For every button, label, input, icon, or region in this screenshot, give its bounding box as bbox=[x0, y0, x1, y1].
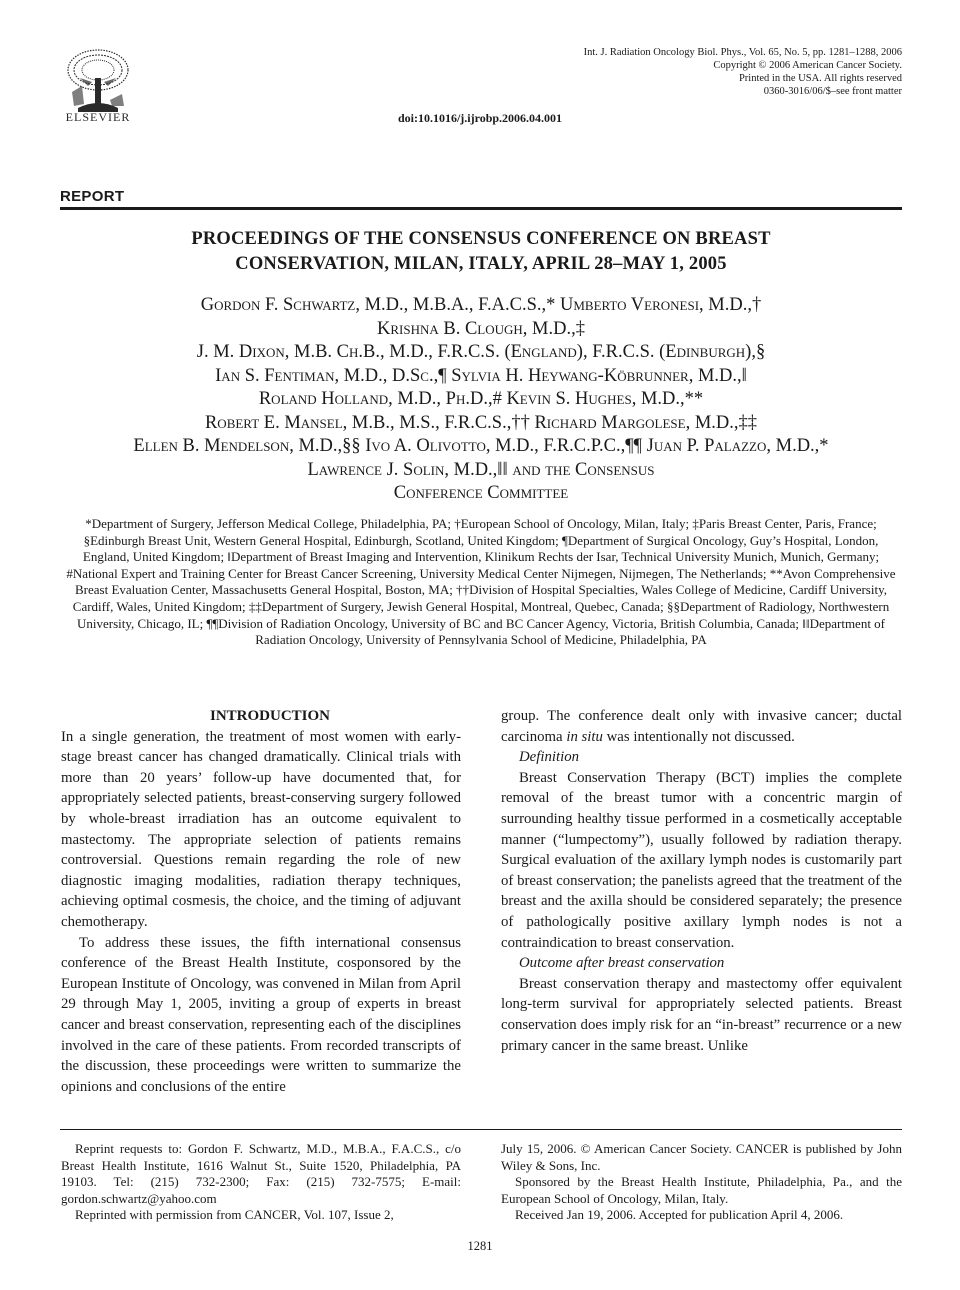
issn-line: 0360-3016/06/$–see front matter bbox=[763, 86, 902, 97]
journal-info bbox=[584, 46, 902, 98]
body-column-left bbox=[61, 706, 461, 1097]
introduction-heading: INTRODUCTION bbox=[209, 708, 330, 724]
section-label: REPORT bbox=[60, 188, 125, 205]
reprinted-note-continuation: July 15, 2006. © American Cancer Society. CANCER is published by John Wiley & Sons, Inc. bbox=[501, 1141, 902, 1173]
intro-continuation-text: group. The conference dealt only with invasive cancer; ductal carcinoma bbox=[501, 708, 902, 745]
author-list bbox=[60, 294, 902, 506]
title-line-2: CONSERVATION, MILAN, ITALY, APRIL 28–MAY 1, 2005 bbox=[235, 254, 727, 274]
body-column-right bbox=[501, 706, 902, 1056]
footnote-rule bbox=[60, 1129, 902, 1130]
author-line: Robert E. Mansel, M.B., M.S., F.R.C.S.,†† Richard Margolese, M.D.,‡‡ bbox=[204, 412, 758, 433]
outcome-heading: Outcome after breast conservation bbox=[519, 955, 725, 972]
copyright-line: Copyright © 2006 American Cancer Society. bbox=[713, 60, 902, 71]
reprinted-note: Reprinted with permission from CANCER, Vol. 107, Issue 2, bbox=[75, 1207, 394, 1222]
sponsored-note: Sponsored by the Breast Health Institute, Philadelphia, Pa., and the European School of Oncology, Milan, Italy. bbox=[501, 1174, 902, 1206]
definition-paragraph: Breast Conservation Therapy (BCT) implies the complete removal of the breast tumor with a concentric margin of surrounding healthy tissue performed in a cosmetically acceptable manner (“lumpectomy”), usually followed by radiation therapy. Surgical evaluation of the axillary lymph nodes is customarily part of breast conservation; the panelists agreed that the treatment of the breast and the axilla should be considered separately; the presence of pathologically positive axillary lymph nodes is not a contraindication to breast conservation. bbox=[501, 769, 902, 951]
intro-continuation-end: was intentionally not discussed. bbox=[602, 728, 795, 745]
doi-link[interactable]: doi:10.1016/j.ijrobp.2006.04.001 bbox=[397, 111, 563, 125]
article-title bbox=[60, 227, 902, 277]
page-number: 1281 bbox=[467, 1239, 493, 1253]
printed-line: Printed in the USA. All rights reserved bbox=[738, 73, 902, 84]
author-line: Ian S. Fentiman, M.D., D.Sc.,¶ Sylvia H. Heywang-Köbrunner, M.D.,‖ bbox=[215, 365, 747, 386]
elsevier-logo-text: ELSEVIER bbox=[65, 110, 131, 124]
reprint-requests: Reprint requests to: Gordon F. Schwartz, M.D., M.B.A., F.A.C.S., c/o Breast Health Institute, 1616 Walnut St., Suite 1520, Philadelphia, PA 19103. Tel: (215) 732-2300; Fax: (215) 732-7575; E-mail: gordon.schwartz@yahoo.com bbox=[61, 1141, 461, 1206]
author-line: Conference Committee bbox=[393, 483, 569, 503]
author-line: Ellen B. Mendelson, M.D.,§§ Ivo A. Olivotto, M.D., F.R.C.P.C.,¶¶ Juan P. Palazzo, M.D.,* bbox=[133, 436, 829, 456]
received-note: Received Jan 19, 2006. Accepted for publication April 4, 2006. bbox=[515, 1207, 844, 1222]
author-line: Lawrence J. Solin, M.D.,‖‖ and the Consensus bbox=[307, 459, 655, 480]
outcome-paragraph: Breast conservation therapy and mastectomy offer equivalent long-term survival for appropriately selected patients. Breast conservation does imply risk for an “in-breast” recurrence or a new primary cancer in the same breast. Unlike bbox=[501, 975, 902, 1054]
intro-paragraph-2: To address these issues, the fifth international consensus conference of the Breast Health Institute, cosponsored by the European Institute of Oncology, was convened in Milan from April 29 through May 1, 2005, inviting a group of experts in breast cancer and breast conservation, representing each of the disciplines involved in the care of these patients. From recorded transcripts of the discussion, these proceedings were written to summarize the opinions and conclusions of the entire bbox=[61, 934, 461, 1095]
in-situ-term: in situ bbox=[566, 728, 603, 745]
intro-paragraph-1: In a single generation, the treatment of most women with early-stage breast cancer has changed dramatically. Clinical trials with more than 20 years’ follow-up have documented that, for appropriately selected patients, breast-conserving surgery followed by whole-breast irradiation has an outcome equivalent to mastectomy. The appropriate selection of patients remains controversial. Questions remain regarding the role of new diagnostic imaging modalities, radiation therapy techniques, achieving optimal cosmesis, the choice, and the timing of adjuvant chemotherapy. bbox=[61, 728, 461, 930]
footnotes-left bbox=[61, 1141, 461, 1224]
author-line: Roland Holland, M.D., Ph.D.,# Kevin S. Hughes, M.D.,** bbox=[258, 389, 704, 409]
definition-heading: Definition bbox=[519, 749, 580, 766]
footnotes-right bbox=[501, 1141, 902, 1224]
author-line: J. M. Dixon, M.B. Ch.B., M.D., F.R.C.S. (England), F.R.C.S. (Edinburgh),§ bbox=[196, 342, 766, 362]
intro-continuation bbox=[501, 706, 902, 747]
title-line-1: PROCEEDINGS OF THE CONSENSUS CONFERENCE ON BREAST bbox=[191, 229, 771, 249]
affiliations: *Department of Surgery, Jefferson Medical College, Philadelphia, PA; †European School of Oncology, Milan, Italy; ‡Paris Breast Center, Paris, France; §Edinburgh Breast Unit, Western General Hospital, Edinburgh, Scotland, United Kingdom; ¶Department of Surgical Oncology, Guy’s Hospital, London, England, United Kingdom; ‖Department of Breast Imaging and Intervention, Klinikum Rechts der Isar, Technical University Munich, Munich, Germany; #National Expert and Training Center for Breast Cancer Screening, University Medical Center Nijmegen, Nijmegen, The Netherlands; **Avon Comprehensive Breast Evaluation Center, Massachusetts General Hospital, Boston, MA; ††Division of Hospital Specialties, Wales College of Medicine, Cardiff University, Cardiff, Wales, United Kingdom; ‡‡Department of Surgery, Jewish General Hospital, Montreal, Quebec, Canada; §§Department of Radiology, Northwestern University, Chicago, IL; ¶¶Division of Radiation Oncology, University of BC and BC Cancer Agency, Victoria, British Columbia, Canada; ‖‖Department of Radiation Oncology, University of Pennsylvania School of Medicine, Philadelphia, PA bbox=[66, 516, 896, 648]
author-line: Krishna B. Clough, M.D.,‡ bbox=[377, 318, 585, 339]
header-rule bbox=[60, 207, 902, 210]
journal-citation: Int. J. Radiation Oncology Biol. Phys., Vol. 65, No. 5, pp. 1281–1288, 2006 bbox=[583, 47, 902, 58]
author-line: Gordon F. Schwartz, M.D., M.B.A., F.A.C.S.,* Umberto Veronesi, M.D.,† bbox=[200, 295, 762, 315]
